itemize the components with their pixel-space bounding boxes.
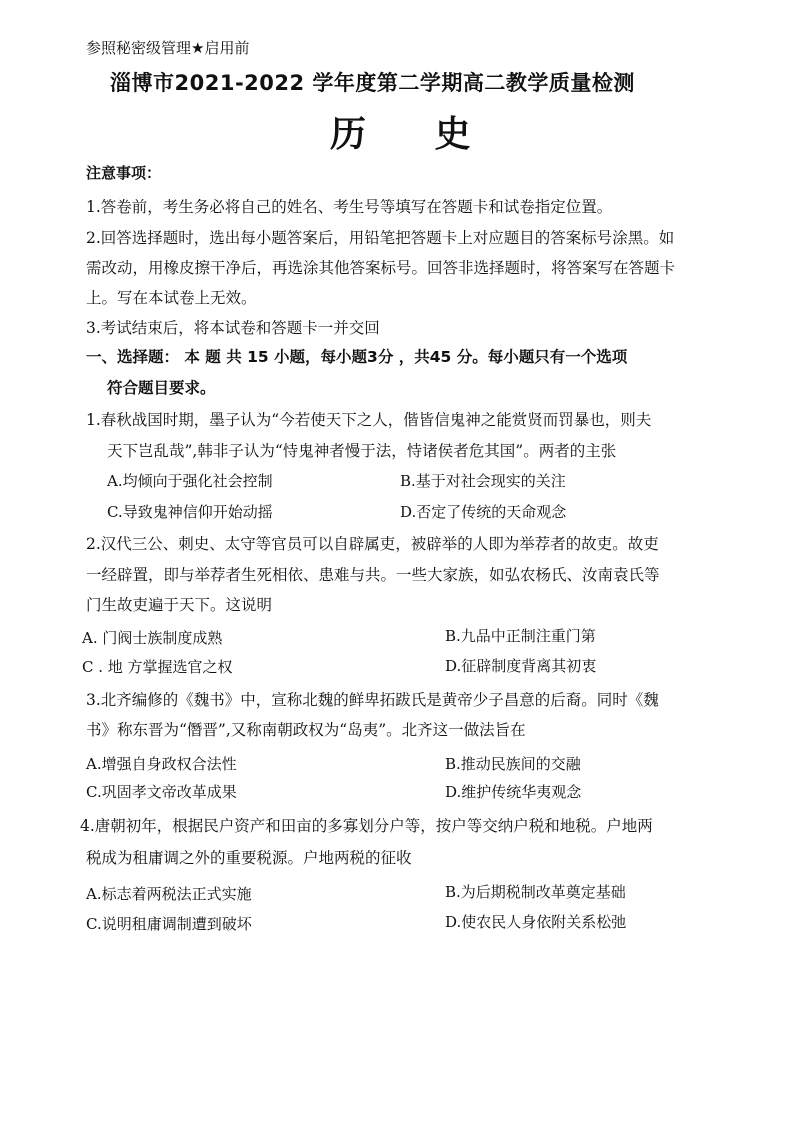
- question-3-option-a: A.增强自身政权合法性: [86, 755, 237, 773]
- question-3-option-c: C.巩固孝文帝改革成果: [86, 783, 237, 801]
- question-2-option-c: C . 地 方掌握选官之权: [82, 658, 233, 676]
- notice-line: 1.答卷前，考生务必将自己的姓名、考生号等填写在答题卡和试卷指定位置。: [86, 198, 613, 216]
- section-heading-cont: 符合题目要求。: [107, 379, 216, 397]
- question-1-stem: 1.春秋战国时期，墨子认为“今若使天下之人，偕皆信鬼神之能赏贤而罚暴也，则夫: [86, 411, 652, 429]
- question-1-option-c: C.导致鬼神信仰开始动摇: [107, 503, 273, 521]
- question-4-option-c: C.说明租庸调制遭到破坏: [86, 915, 252, 933]
- section-heading: 一、选择题： 本 题 共 15 小题，每小题3分 ，共45 分。每小题只有一个选项: [86, 348, 628, 366]
- question-1-option-d: D.否定了传统的天命观念: [400, 503, 567, 521]
- notice-line: 2.回答选择题时，选出每小题答案后，用铅笔把答题卡上对应题目的答案标号涂黑。如: [86, 229, 675, 247]
- notice-line: 上。写在本试卷上无效。: [86, 289, 257, 307]
- question-2-option-d: D.征辟制度背离其初衷: [445, 657, 597, 675]
- notice-line: 3.考试结束后，将本试卷和答题卡一并交回: [86, 319, 380, 337]
- subject-title: 历 史: [330, 114, 499, 155]
- question-3-option-b: B.推动民族间的交融: [445, 755, 581, 773]
- question-2-stem: 门生故吏遍于天下。这说明: [86, 596, 273, 614]
- question-2-option-a: A. 门阀士族制度成熟: [82, 629, 223, 647]
- exam-title: 淄博市2021-2022 学年度第二学期高二教学质量检测: [110, 71, 635, 95]
- question-4-option-b: B.为后期税制改革奠定基础: [445, 883, 626, 901]
- question-1-option-b: B.基于对社会现实的关注: [400, 472, 566, 490]
- question-4-stem: 4.唐朝初年，根据民户资产和田亩的多寡划分户等，按户等交纳户税和地税。户地两: [80, 817, 653, 835]
- question-4-option-a: A.标志着两税法正式实施: [86, 885, 252, 903]
- question-1-stem: 天下岂乱哉”,韩非子认为“恃鬼神者慢于法，恃诸侯者危其国”。两者的主张: [107, 442, 617, 460]
- notice-line: 需改动，用橡皮擦干净后，再选涂其他答案标号。回答非选择题时，将答案写在答题卡: [86, 259, 676, 277]
- question-2-stem: 一经辟置，即与举荐者生死相依、患难与共。一些大家族，如弘农杨氏、汝南袁氏等: [86, 566, 660, 584]
- question-1-option-a: A.均倾向于强化社会控制: [107, 472, 273, 490]
- question-3-stem: 书》称东晋为“僭晋”,又称南朝政权为“岛夷”。北齐这一做法旨在: [86, 721, 526, 739]
- question-2-stem: 2.汉代三公、刺史、太守等官员可以自辟属吏，被辟举的人即为举荐者的故吏。故吏: [86, 535, 659, 553]
- question-3-option-d: D.维护传统华夷观念: [445, 783, 582, 801]
- notice-heading: 注意事项：: [86, 164, 162, 182]
- question-2-option-b: B.九品中正制注重门第: [445, 627, 596, 645]
- question-3-stem: 3.北齐编修的《魏书》中，宣称北魏的鲜卑拓跋氏是黄帝少子昌意的后裔。同时《魏: [86, 691, 659, 709]
- question-4-option-d: D.使农民人身依附关系松弛: [445, 913, 627, 931]
- question-4-stem: 税成为租庸调之外的重要税源。户地两税的征收: [86, 849, 412, 867]
- secret-level-label: 参照秘密级管理★启用前: [86, 39, 250, 57]
